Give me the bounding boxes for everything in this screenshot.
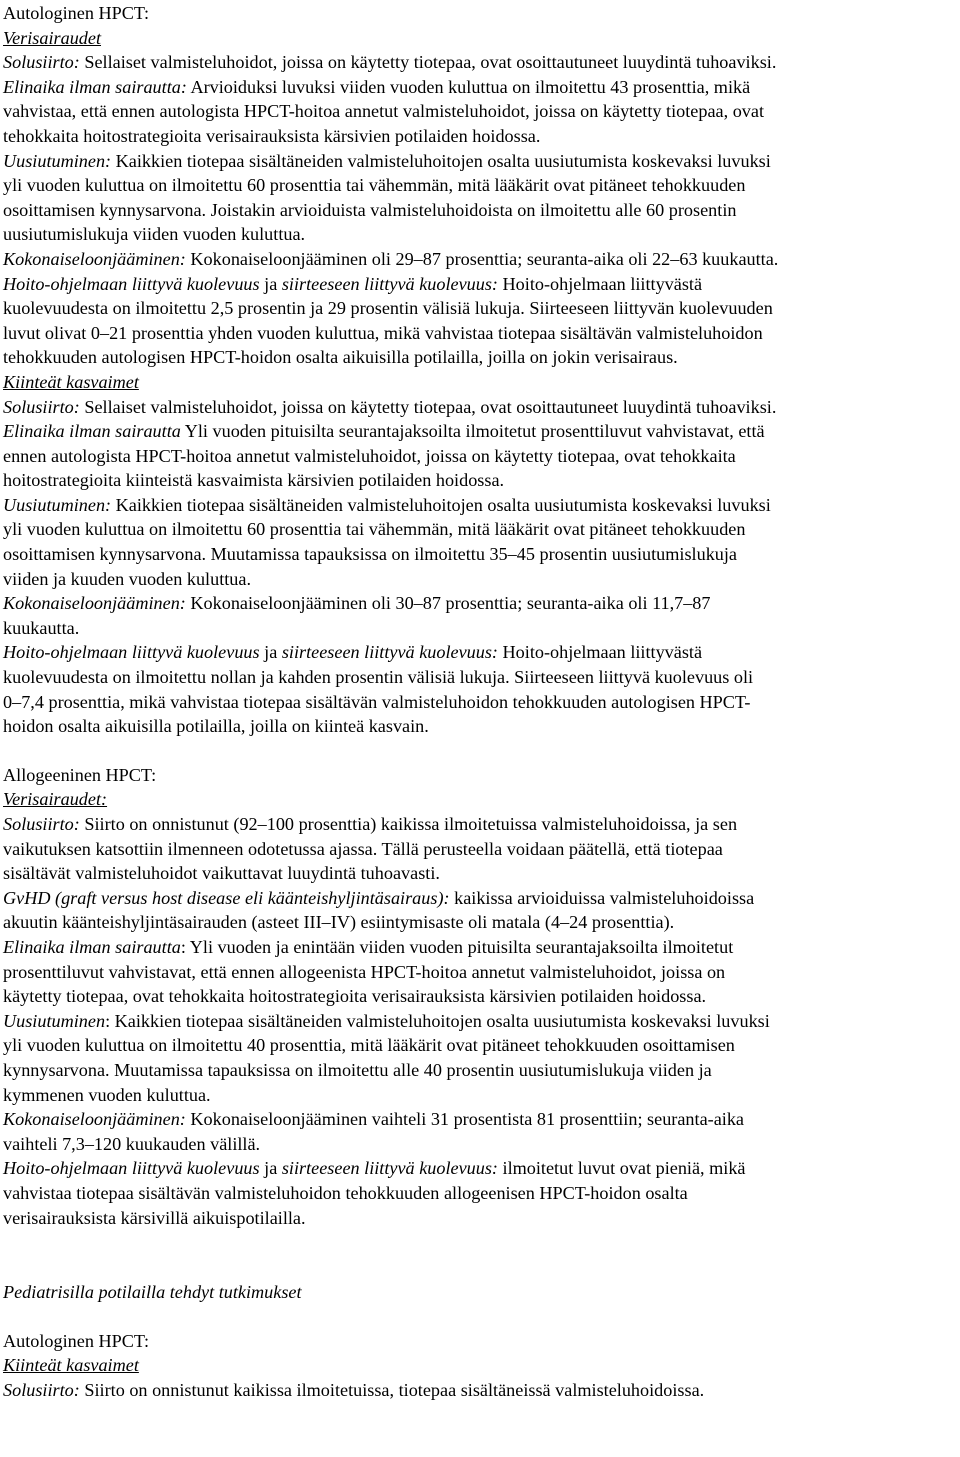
body-text: Hoito-ohjelmaan liittyvästä (497, 273, 703, 294)
text-line (3, 886, 955, 911)
label-text: Hoito-ohjelmaan liittyvä kuolevuus (3, 1158, 260, 1179)
text-line (3, 222, 955, 247)
text-line (3, 837, 955, 862)
text-line (3, 296, 955, 321)
text-line (3, 763, 955, 788)
spacer (3, 1230, 955, 1280)
text-line (3, 1107, 955, 1132)
body-text: Autologinen HPCT: (3, 3, 150, 23)
body-text: Autologinen HPCT: (3, 1330, 150, 1351)
text-line (3, 26, 955, 51)
text-line (3, 542, 955, 567)
text-line (3, 960, 955, 985)
body-text: ja (259, 1158, 282, 1179)
text-line (3, 50, 955, 75)
body-text: ja (259, 642, 282, 663)
label-text: Elinaika ilman sairautta: (3, 76, 187, 97)
text-line (3, 419, 955, 444)
text-line (3, 99, 955, 124)
label-text: Solusiirto: (3, 814, 80, 834)
label-text: siirteeseen liittyvä kuolevuus: (281, 642, 498, 663)
body-text: yli vuoden kuluttua on ilmoitettu 40 prosenttia, mitä lääkärit ovat pitäneet tehokkuuden osoittamisen (3, 1035, 735, 1056)
body-text: vahvistaa, että ennen autologista HPCT-hoitoa annetut valmisteluhoidot, joissa on käytetty tiotepaa, ovat (3, 101, 765, 122)
subheading-text: Kiinteät kasvaimet (3, 1355, 139, 1376)
text-line (3, 567, 955, 592)
text-line (3, 665, 955, 690)
text-line (3, 272, 955, 297)
body-text: uusiutumislukuja viiden vuoden kuluttua. (3, 224, 306, 245)
label-text: Uusiutuminen: (3, 494, 112, 515)
body-text: vaihteli 7,3–120 kuukauden välillä. (3, 1133, 261, 1154)
label-text: Hoito-ohjelmaan liittyvä kuolevuus (3, 273, 260, 294)
body-text: 0–7,4 prosenttia, mikä vahvistaa tiotepaa sisältävän valmisteluhoidon tehokkuuden autologisen HPCT- (3, 691, 751, 712)
body-text: yli vuoden kuluttua on ilmoitettu 60 prosenttia tai vähemmän, mitä lääkärit ovat pitäneet tehokkuuden (3, 519, 746, 540)
text-line (3, 1280, 955, 1305)
body-text: kuolevuudesta on ilmoitettu nollan ja kahden prosentin välisiä lukuja. Siirteeseen liittyvä kuolevuus oli (3, 667, 754, 688)
body-text: Arvioiduksi luvuksi viiden vuoden kuluttua on ilmoitettu 43 prosenttia, mikä (186, 76, 751, 97)
body-text: ennen autologista HPCT-hoitoa annetut valmisteluhoidot, joissa on käytetty tiotepaa, ovat tehokkaita (3, 445, 736, 466)
label-text: Kokonaiseloonjääminen: (3, 593, 186, 614)
section-pediatric-heading (3, 1280, 955, 1305)
body-text: Kokonaiseloonjääminen oli 30–87 prosenttia; seuranta-aika oli 11,7–87 (185, 593, 711, 614)
body-text: kuolevuudesta on ilmoitettu 2,5 prosentin ja 29 prosentin välisiä lukuja. Siirteeseen liittyvän kuolevuuden (3, 298, 773, 319)
body-text: kynnysarvona. Muutamissa tapauksissa on ilmoitettu alle 40 prosentin uusiutumislukuja viiden ja (3, 1059, 712, 1080)
text-line (3, 640, 955, 665)
text-line (3, 345, 955, 370)
body-text: : Yli vuoden ja enintään viiden vuoden pituisilta seurantajaksoilta ilmoitetut (180, 936, 734, 957)
body-text: prosenttiluvut vahvistavat, että ennen allogeenista HPCT-hoitoa annetut valmisteluhoidot, joissa on (3, 961, 726, 982)
body-text: vahvistaa tiotepaa sisältävän valmisteluhoidon tehokkuuden allogeenisen HPCT-hoidon osalta (3, 1182, 688, 1203)
subheading-text: Kiinteät kasvaimet (3, 371, 139, 392)
text-line (3, 787, 955, 812)
label-text: Uusiutuminen: (3, 150, 112, 171)
text-line (3, 984, 955, 1009)
section-allogeneic-hpct (3, 763, 955, 1230)
body-text: viiden ja kuuden vuoden kuluttua. (3, 568, 252, 589)
label-text: siirteeseen liittyvä kuolevuus: (281, 273, 498, 294)
text-line (3, 149, 955, 174)
body-text: Kokonaiseloonjääminen vaihteli 31 prosentista 81 prosenttiin; seuranta-aika (185, 1109, 744, 1130)
text-line (3, 591, 955, 616)
text-line (3, 714, 955, 739)
body-text: luvut olivat 0–21 prosenttia yhden vuoden kuluttua, mikä vahvistaa tiotepaa sisältävän valmisteluhoidon (3, 322, 763, 343)
text-line (3, 198, 955, 223)
spacer (3, 1305, 955, 1329)
body-text: osoittamisen kynnysarvona. Joistakin arvioiduista valmisteluhoidoista on ilmoitettu alle 60 prosentin (3, 199, 737, 220)
text-line (3, 1009, 955, 1034)
body-text: Siirto on onnistunut kaikissa ilmoitetuissa, tiotepaa sisältäneissä valmisteluhoidoissa. (79, 1379, 705, 1400)
text-line (3, 1378, 955, 1403)
body-text: Sellaiset valmisteluhoidot, joissa on käytetty tiotepaa, ovat osoittautuneet luuydintä tuhoaviksi. (79, 52, 777, 73)
text-line (3, 1, 955, 26)
text-line (3, 1083, 955, 1108)
body-text: kymmenen vuoden kuluttua. (3, 1084, 211, 1105)
body-text: verisairauksista kärsivillä aikuispotilailla. (3, 1207, 306, 1228)
body-text: hoitostrategioita kiinteistä kasvaimista kärsivien potilaiden hoidossa. (3, 470, 505, 491)
body-text: Hoito-ohjelmaan liittyvästä (497, 642, 703, 663)
document-page (3, 1, 955, 1402)
body-text: tehokkuuden autologisen HPCT-hoidon osalta aikuisilla potilailla, joilla on jokin verisairaus. (3, 347, 678, 368)
label-text: Pediatrisilla potilailla tehdyt tutkimukset (3, 1282, 302, 1303)
label-text: Kokonaiseloonjääminen: (3, 1109, 186, 1130)
body-text: käytetty tiotepaa, ovat tehokkaita hoitostrategioita verisairauksista kärsivien potilaiden hoidossa. (3, 986, 707, 1007)
label-text: Elinaika ilman sairautta (3, 936, 181, 957)
text-line (3, 1156, 955, 1181)
label-text: GvHD (graft versus host disease eli käänteishyljintäsairaus): (3, 887, 450, 908)
label-text: Elinaika ilman sairautta (3, 421, 181, 442)
body-text: Siirto on onnistunut (92–100 prosenttia) kaikissa ilmoitetuissa valmisteluhoidoissa, ja sen (79, 814, 738, 834)
label-text: Kokonaiseloonjääminen: (3, 248, 186, 269)
subheading-text: Verisairaudet (3, 27, 102, 48)
text-line (3, 370, 955, 395)
text-line (3, 1058, 955, 1083)
label-text: Solusiirto: (3, 1379, 80, 1400)
body-text: ja (259, 273, 282, 294)
body-text: Kokonaiseloonjääminen oli 29–87 prosenttia; seuranta-aika oli 22–63 kuukautta. (185, 248, 779, 269)
body-text: kaikissa arvioiduissa valmisteluhoidoissa (449, 887, 755, 908)
text-line (3, 812, 955, 837)
section-autologous-hpct (3, 1, 955, 739)
text-line (3, 247, 955, 272)
body-text: osoittamisen kynnysarvona. Muutamissa tapauksissa on ilmoitettu 35–45 prosentin uusiutumislukuja (3, 544, 738, 565)
text-line (3, 173, 955, 198)
text-line (3, 1329, 955, 1354)
text-line (3, 910, 955, 935)
body-text: : Kaikkien tiotepaa sisältäneiden valmisteluhoitojen osalta uusiutumista koskevaksi luvuksi (105, 1010, 770, 1031)
text-line (3, 1132, 955, 1157)
text-line (3, 321, 955, 346)
body-text: Sellaiset valmisteluhoidot, joissa on käytetty tiotepaa, ovat osoittautuneet luuydintä tuhoaviksi. (79, 396, 777, 417)
text-line (3, 1033, 955, 1058)
text-line (3, 690, 955, 715)
label-text: Uusiutuminen (3, 1010, 106, 1031)
text-line (3, 1206, 955, 1231)
text-line (3, 861, 955, 886)
body-text: Yli vuoden pituisilta seurantajaksoilta ilmoitetut prosenttiluvut vahvistavat, että (180, 421, 765, 442)
text-line (3, 1181, 955, 1206)
subheading-text: Verisairaudet: (3, 789, 108, 810)
spacer (3, 739, 955, 763)
text-line (3, 444, 955, 469)
body-text: Kaikkien tiotepaa sisältäneiden valmisteluhoitojen osalta uusiutumista koskevaksi luvuksi (111, 494, 771, 515)
text-line (3, 616, 955, 641)
text-line (3, 517, 955, 542)
text-line (3, 468, 955, 493)
body-text: ilmoitetut luvut ovat pieniä, mikä (497, 1158, 746, 1179)
body-text: Allogeeninen HPCT: (3, 764, 157, 785)
body-text: akuutin käänteishyljintäsairauden (asteet III–IV) esiintymisaste oli matala (4–24 prosenttia). (3, 912, 675, 933)
text-line (3, 493, 955, 518)
text-line (3, 395, 955, 420)
label-text: Hoito-ohjelmaan liittyvä kuolevuus (3, 642, 260, 663)
text-line (3, 75, 955, 100)
body-text: vaikutuksen katsottiin ilmenneen odotetussa ajassa. Tällä perusteella voidaan päätellä, että tiotepaa (3, 838, 723, 859)
body-text: yli vuoden kuluttua on ilmoitettu 60 prosenttia tai vähemmän, mitä lääkärit ovat pitäneet tehokkuuden (3, 175, 746, 196)
body-text: kuukautta. (3, 617, 80, 638)
label-text: siirteeseen liittyvä kuolevuus: (281, 1158, 498, 1179)
text-line (3, 1353, 955, 1378)
label-text: Solusiirto: (3, 52, 80, 73)
body-text: sisältävät valmisteluhoidot vaikuttavat luuydintä tuhoavasti. (3, 863, 440, 884)
body-text: tehokkaita hoitostrategioita verisairauksista kärsivien potilaiden hoidossa. (3, 125, 541, 146)
body-text: hoidon osalta aikuisilla potilailla, joilla on kiinteä kasvain. (3, 716, 429, 737)
text-line (3, 124, 955, 149)
label-text: Solusiirto: (3, 396, 80, 417)
body-text: Kaikkien tiotepaa sisältäneiden valmisteluhoitojen osalta uusiutumista koskevaksi luvuksi (111, 150, 771, 171)
section-pediatric-autologous-hpct (3, 1329, 955, 1403)
text-line (3, 935, 955, 960)
